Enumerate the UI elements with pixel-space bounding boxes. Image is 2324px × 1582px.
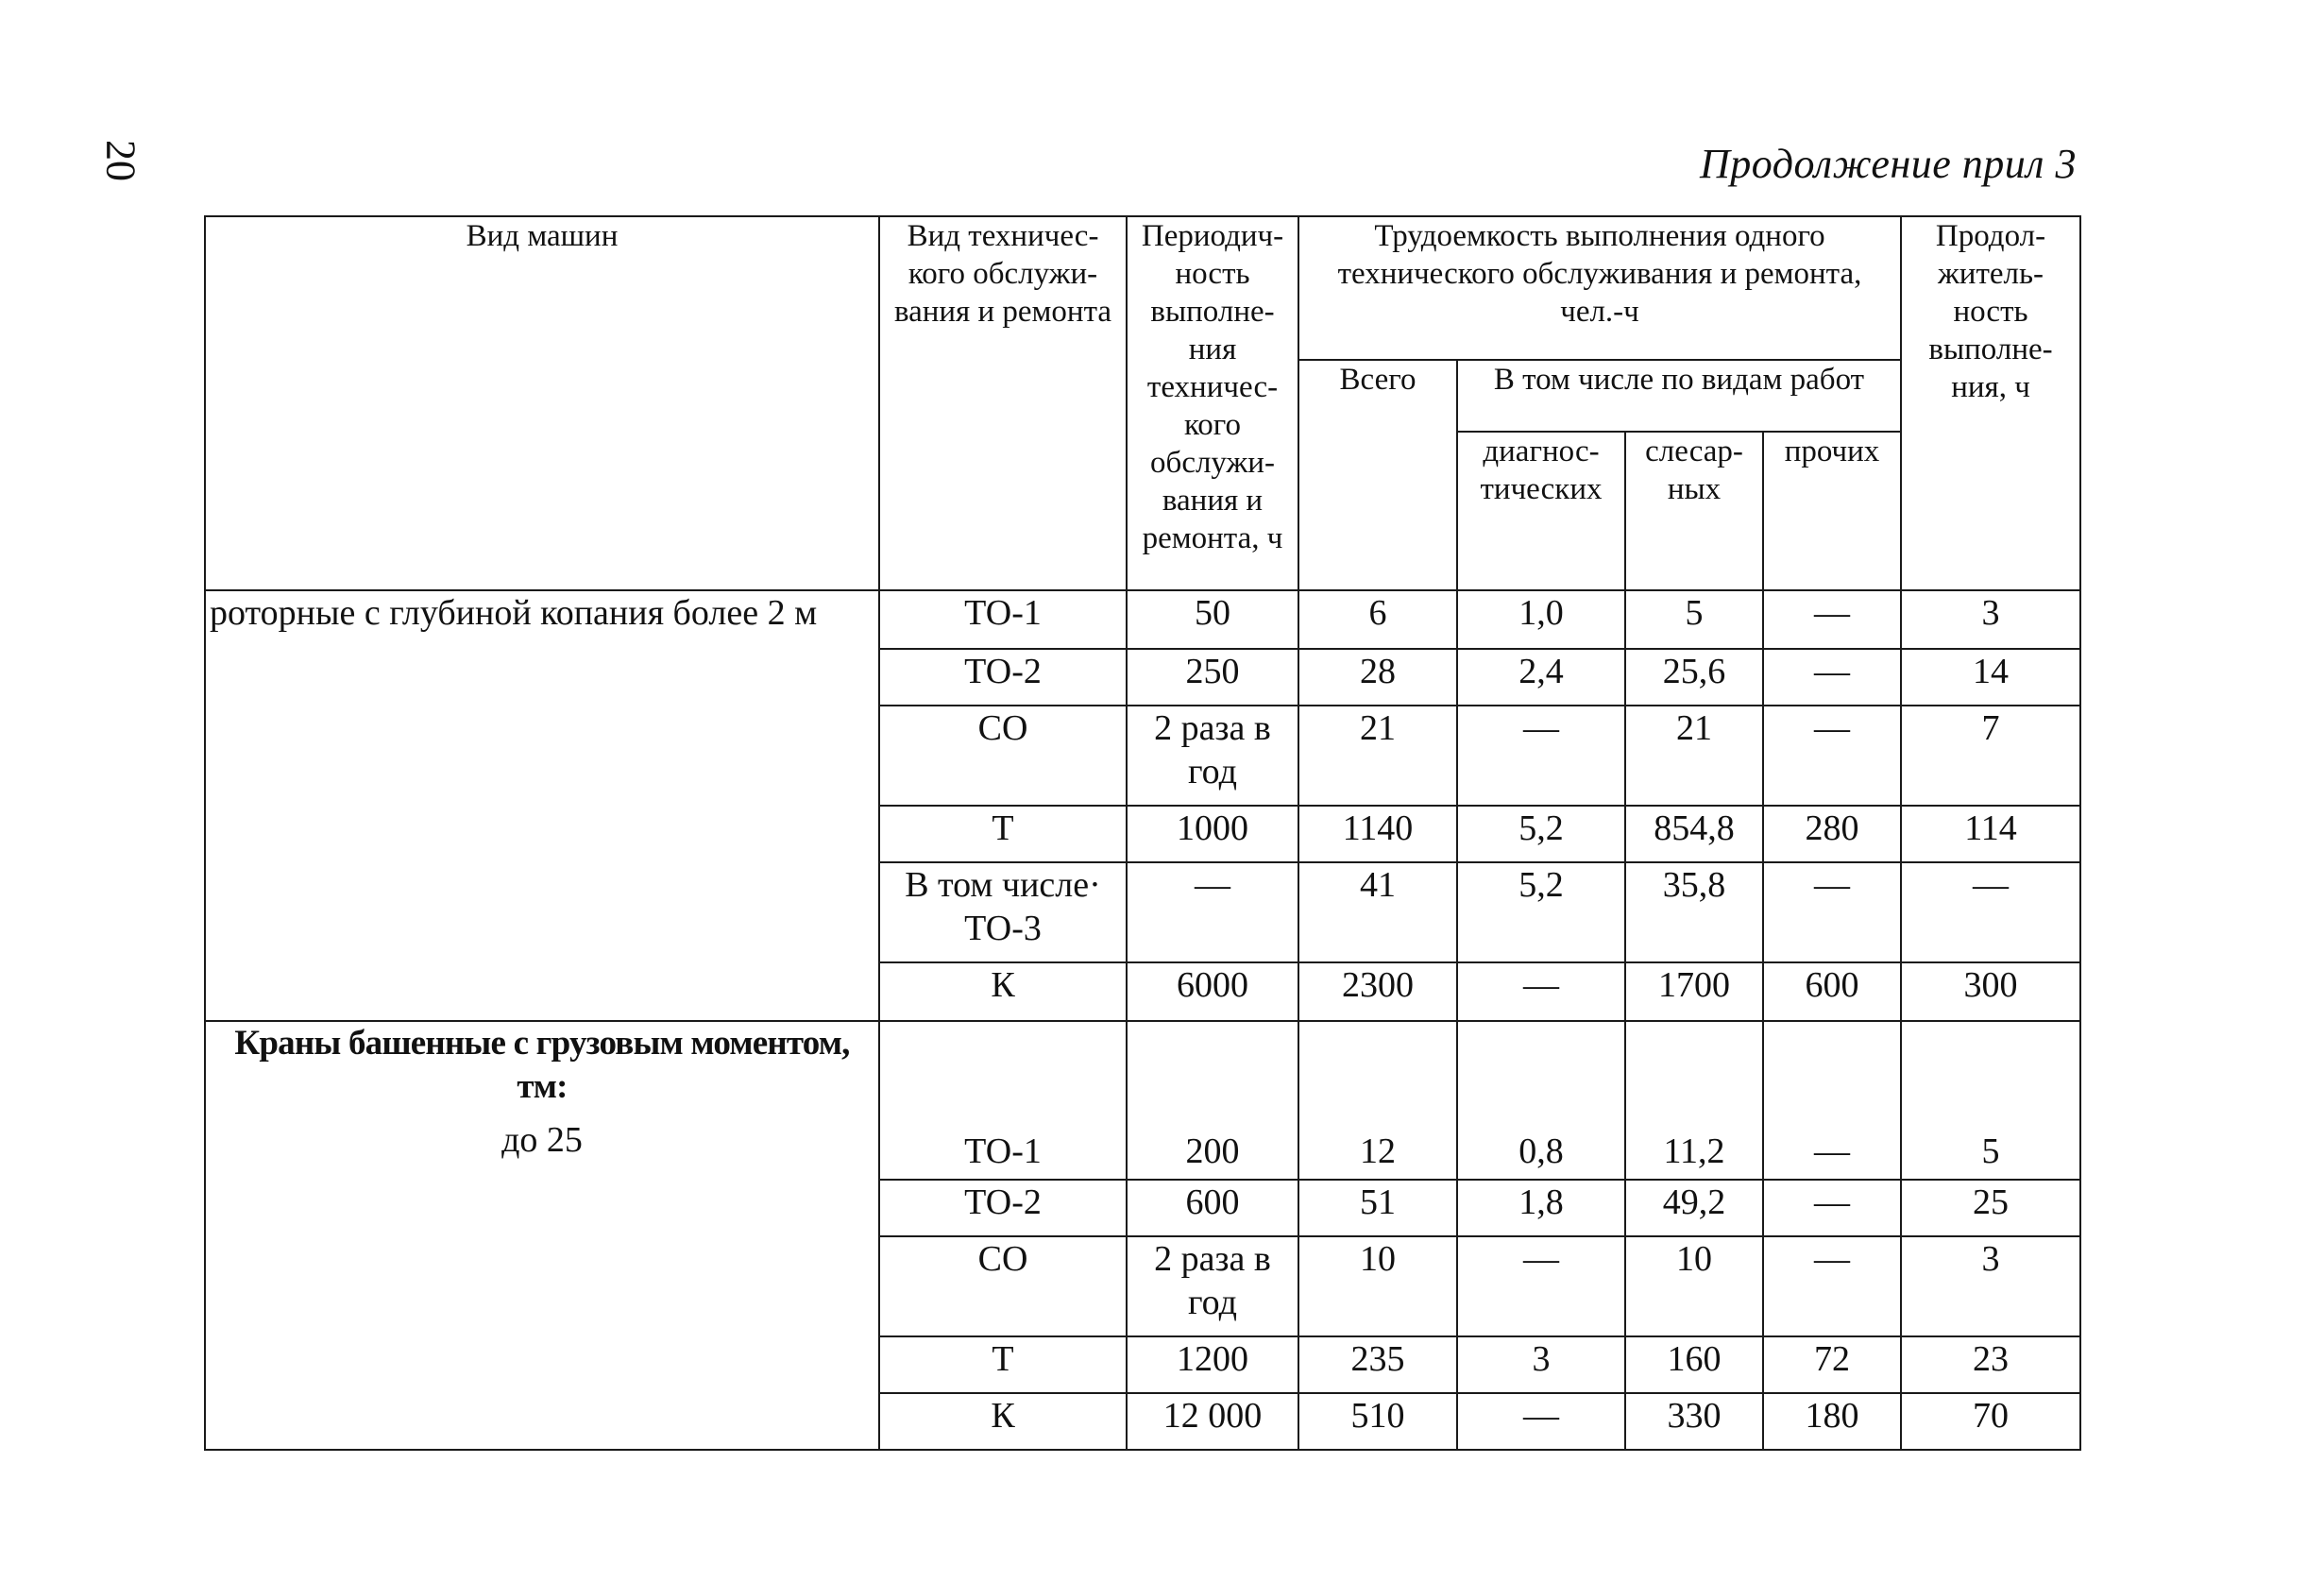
cell-diagnostic: — bbox=[1457, 1236, 1625, 1336]
cell-total: 28 bbox=[1298, 649, 1457, 706]
crane-subgroup: до 25 bbox=[501, 1120, 583, 1160]
header-periodicity: Периодич-ность выполне-ния техничес-кого обслужи-вания и ремонта, ч bbox=[1127, 216, 1298, 590]
cell-total: 2300 bbox=[1298, 962, 1457, 1021]
cell-service: СО bbox=[879, 1236, 1127, 1336]
cell-locksmith: 854,8 bbox=[1625, 806, 1763, 862]
cell-total: 12 bbox=[1298, 1021, 1457, 1180]
cell-duration: 3 bbox=[1901, 1236, 2080, 1336]
page-number: 20 bbox=[97, 140, 144, 181]
cell-total: 51 bbox=[1298, 1180, 1457, 1236]
cell-locksmith: 49,2 bbox=[1625, 1180, 1763, 1236]
header-by-work-types: В том числе по видам работ bbox=[1457, 360, 1901, 432]
cell-total: 41 bbox=[1298, 862, 1457, 962]
cell-diagnostic: — bbox=[1457, 706, 1625, 806]
header-diagnostic: диагнос-тических bbox=[1457, 432, 1625, 590]
cell-period: 1200 bbox=[1127, 1336, 1298, 1393]
cell-other: — bbox=[1763, 649, 1901, 706]
cell-service: ТО-2 bbox=[879, 1180, 1127, 1236]
cell-period: 50 bbox=[1127, 590, 1298, 649]
appendix-continuation-heading: Продолжение прил 3 bbox=[1700, 141, 2077, 187]
cell-period: 250 bbox=[1127, 649, 1298, 706]
cell-period: 2 раза в год bbox=[1127, 706, 1298, 806]
header-labor-intensity: Трудоемкость выполнения одного технического обслуживания и ремонта, чел.-ч bbox=[1298, 216, 1901, 360]
cell-service: В том числе· ТО-3 bbox=[879, 862, 1127, 962]
cell-diagnostic: 5,2 bbox=[1457, 806, 1625, 862]
cell-total: 235 bbox=[1298, 1336, 1457, 1393]
cell-locksmith: 25,6 bbox=[1625, 649, 1763, 706]
cell-other: — bbox=[1763, 1236, 1901, 1336]
cell-service: ТО-1 bbox=[879, 590, 1127, 649]
cell-locksmith: 330 bbox=[1625, 1393, 1763, 1450]
cell-duration: 14 bbox=[1901, 649, 2080, 706]
cell-other: — bbox=[1763, 862, 1901, 962]
cell-diagnostic: 0,8 bbox=[1457, 1021, 1625, 1180]
cell-diagnostic: — bbox=[1457, 1393, 1625, 1450]
header-duration: Продол-житель-ность выполне-ния, ч bbox=[1901, 216, 2080, 590]
cell-period: — bbox=[1127, 862, 1298, 962]
cell-diagnostic: 5,2 bbox=[1457, 862, 1625, 962]
cell-period: 2 раза в год bbox=[1127, 1236, 1298, 1336]
cell-other: 72 bbox=[1763, 1336, 1901, 1393]
cell-duration: 7 bbox=[1901, 706, 2080, 806]
cell-duration: 25 bbox=[1901, 1180, 2080, 1236]
cell-period: 1000 bbox=[1127, 806, 1298, 862]
cell-locksmith: 5 bbox=[1625, 590, 1763, 649]
header-total: Всего bbox=[1298, 360, 1457, 590]
cell-other: 600 bbox=[1763, 962, 1901, 1021]
maintenance-table bbox=[204, 215, 2081, 1451]
table-row bbox=[205, 590, 2080, 649]
cell-period: 600 bbox=[1127, 1180, 1298, 1236]
cell-duration: 300 bbox=[1901, 962, 2080, 1021]
header-other: прочих bbox=[1763, 432, 1901, 590]
cell-total: 6 bbox=[1298, 590, 1457, 649]
cell-locksmith: 11,2 bbox=[1625, 1021, 1763, 1180]
cell-service: Т bbox=[879, 1336, 1127, 1393]
cell-duration: 23 bbox=[1901, 1336, 2080, 1393]
cell-service: Т bbox=[879, 806, 1127, 862]
cell-locksmith: 160 bbox=[1625, 1336, 1763, 1393]
cell-other: — bbox=[1763, 706, 1901, 806]
header-service-type: Вид техничес-кого обслужи-вания и ремонта bbox=[879, 216, 1127, 590]
cell-diagnostic: 3 bbox=[1457, 1336, 1625, 1393]
cell-period: 200 bbox=[1127, 1021, 1298, 1180]
cell-service: К bbox=[879, 962, 1127, 1021]
cell-service: ТО-2 bbox=[879, 649, 1127, 706]
table-row bbox=[205, 1021, 2080, 1180]
cell-diagnostic: 1,8 bbox=[1457, 1180, 1625, 1236]
machine-group-name bbox=[205, 1021, 879, 1450]
header-machine-type: Вид машин bbox=[205, 216, 879, 590]
cell-locksmith: 21 bbox=[1625, 706, 1763, 806]
cell-diagnostic: 1,0 bbox=[1457, 590, 1625, 649]
cell-service: К bbox=[879, 1393, 1127, 1450]
cell-other: — bbox=[1763, 590, 1901, 649]
cell-total: 510 bbox=[1298, 1393, 1457, 1450]
cell-other: — bbox=[1763, 1021, 1901, 1180]
crane-group-title: Краны башенные с грузовым моментом, тм: bbox=[234, 1024, 850, 1106]
cell-duration: 5 bbox=[1901, 1021, 2080, 1180]
table-body bbox=[205, 590, 2080, 1450]
cell-diagnostic: — bbox=[1457, 962, 1625, 1021]
cell-service: ТО-1 bbox=[879, 1021, 1127, 1180]
cell-other: — bbox=[1763, 1180, 1901, 1236]
cell-other: 280 bbox=[1763, 806, 1901, 862]
cell-duration: 3 bbox=[1901, 590, 2080, 649]
machine-name: роторные с глубиной копания более 2 м bbox=[210, 593, 818, 633]
cell-total: 10 bbox=[1298, 1236, 1457, 1336]
cell-total: 1140 bbox=[1298, 806, 1457, 862]
cell-total: 21 bbox=[1298, 706, 1457, 806]
cell-locksmith: 10 bbox=[1625, 1236, 1763, 1336]
cell-period: 12 000 bbox=[1127, 1393, 1298, 1450]
cell-service: СО bbox=[879, 706, 1127, 806]
table-header bbox=[205, 216, 2080, 590]
cell-locksmith: 1700 bbox=[1625, 962, 1763, 1021]
machine-group-name bbox=[205, 590, 879, 1021]
header-locksmith: слесар-ных bbox=[1625, 432, 1763, 590]
cell-other: 180 bbox=[1763, 1393, 1901, 1450]
cell-diagnostic: 2,4 bbox=[1457, 649, 1625, 706]
cell-period: 6000 bbox=[1127, 962, 1298, 1021]
cell-duration: 70 bbox=[1901, 1393, 2080, 1450]
cell-duration: 114 bbox=[1901, 806, 2080, 862]
cell-duration: — bbox=[1901, 862, 2080, 962]
cell-locksmith: 35,8 bbox=[1625, 862, 1763, 962]
